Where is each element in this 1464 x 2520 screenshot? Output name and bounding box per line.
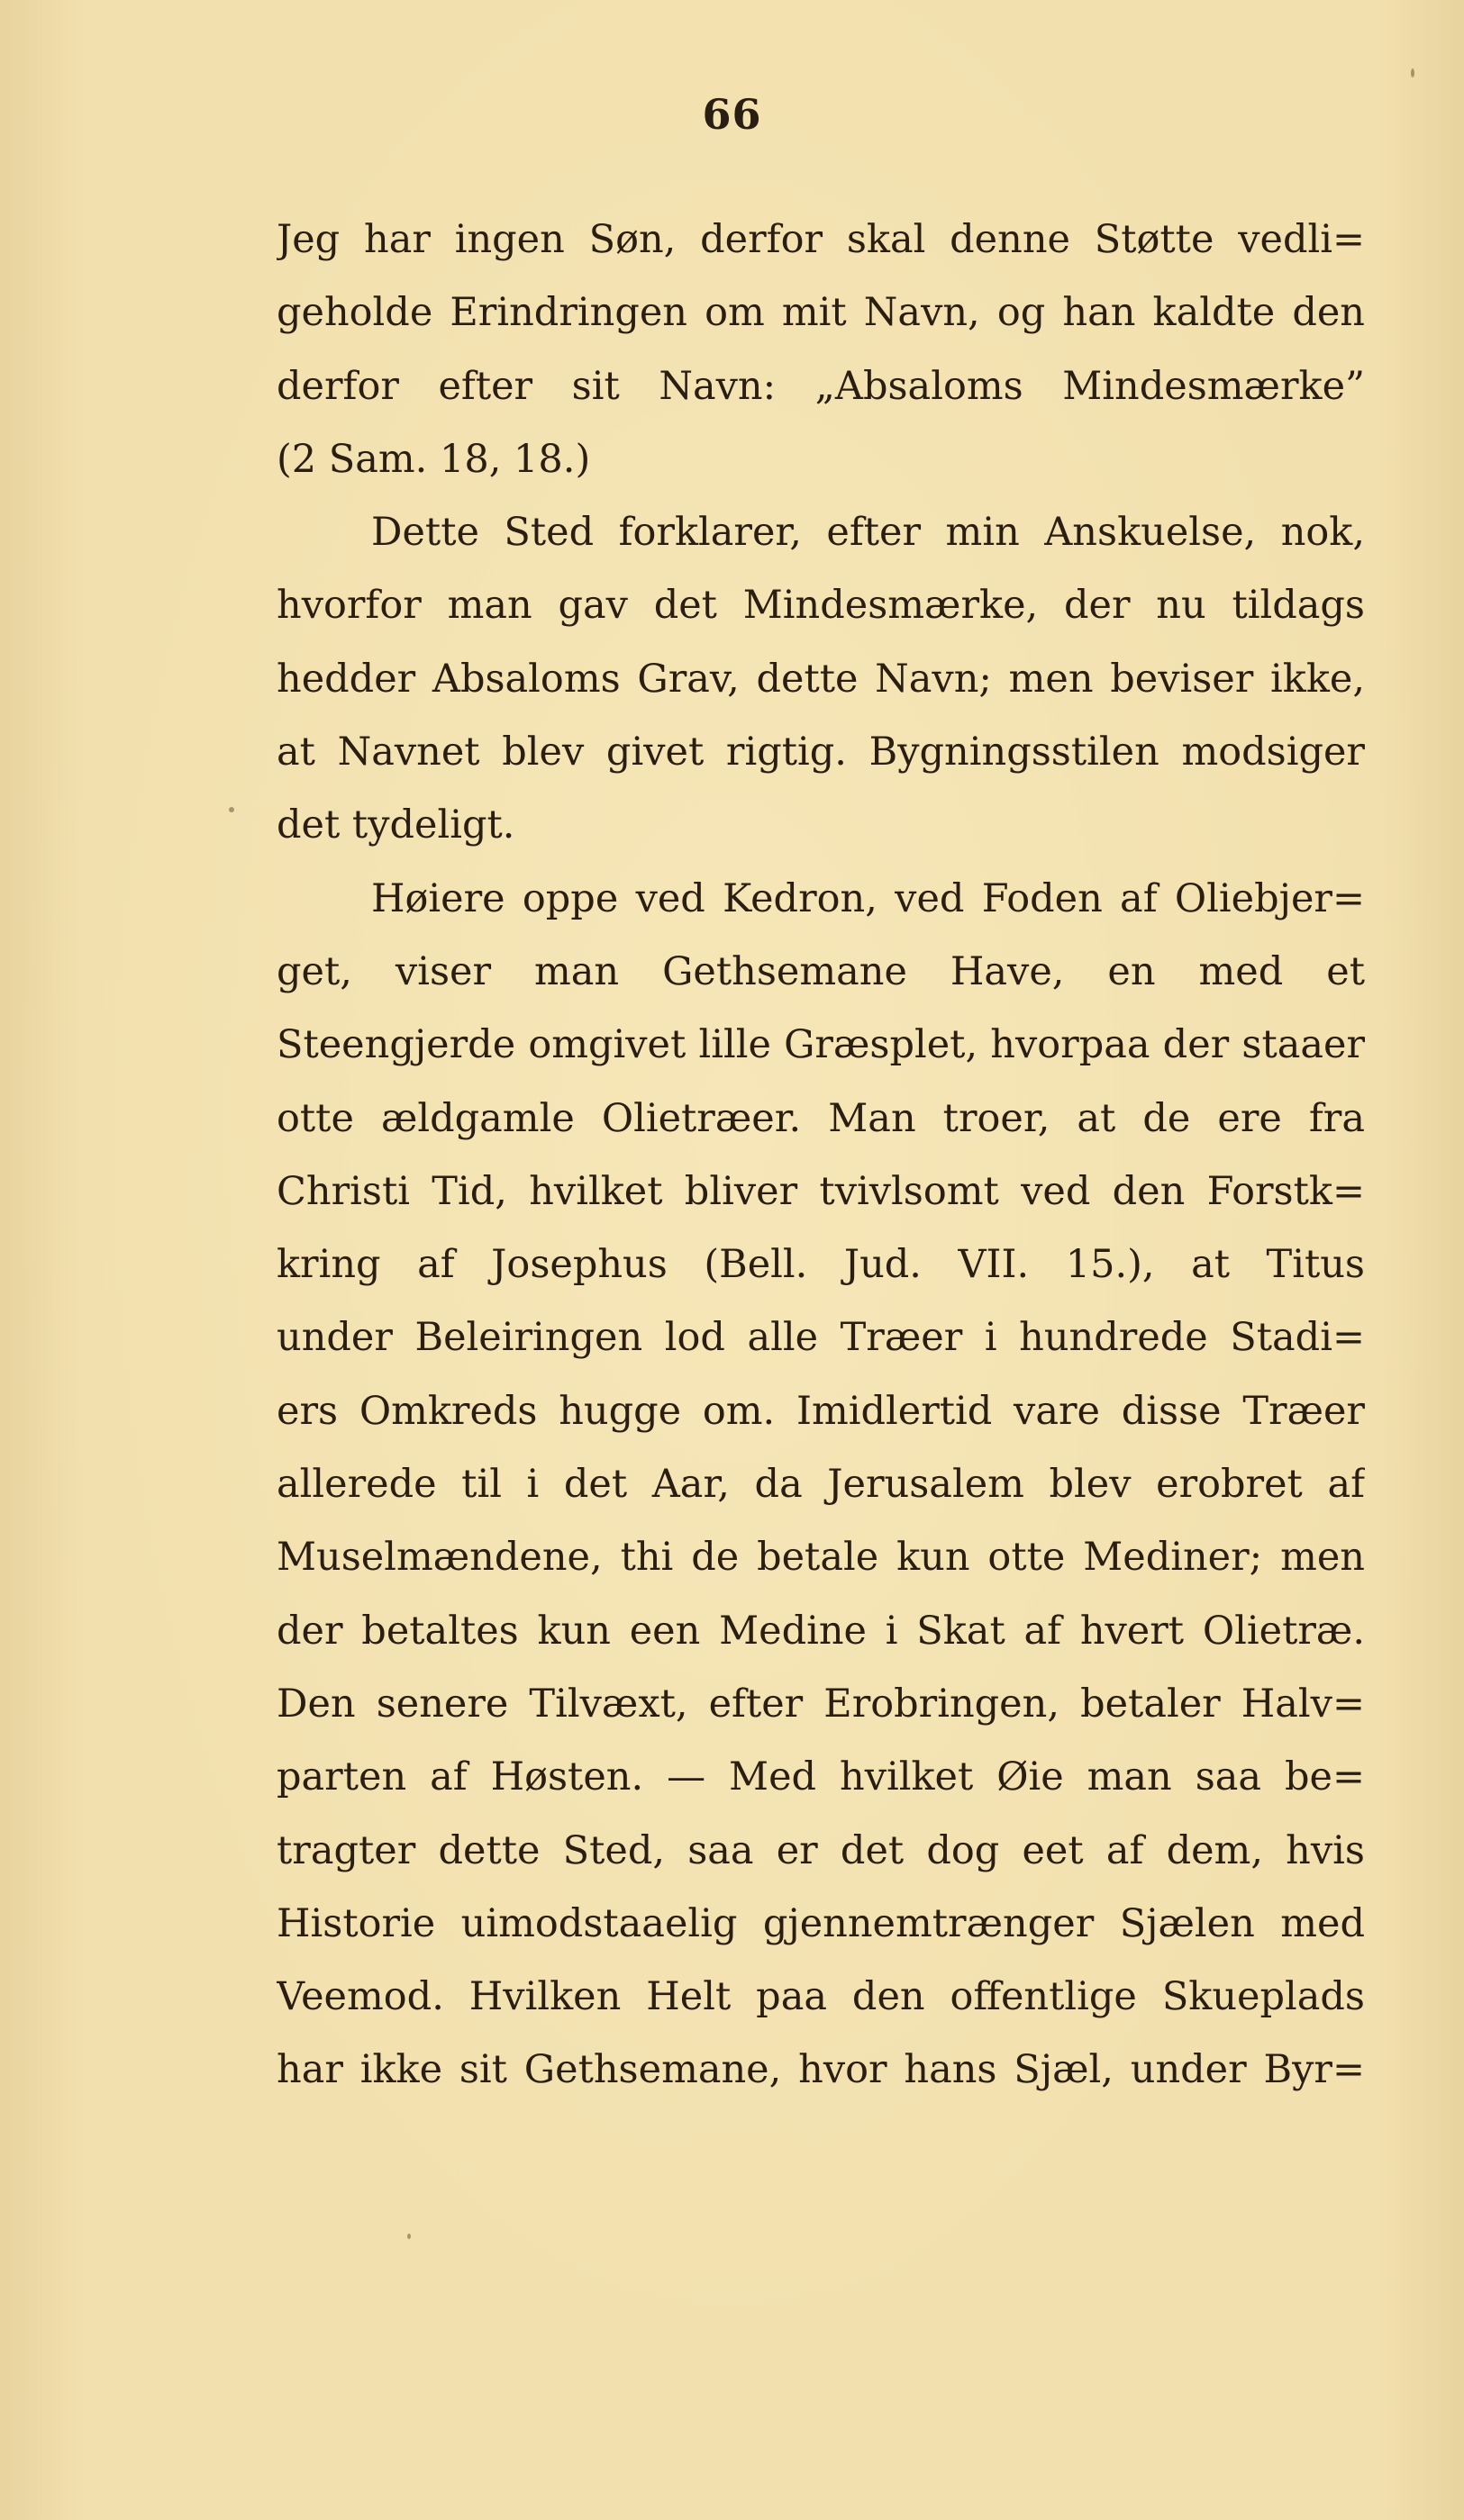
text-line: parten af Høsten. — Med hvilket Øie man saa be= [277, 1754, 1365, 1800]
paper-speck [1411, 68, 1414, 77]
text-line: det tydeligt. [277, 802, 515, 848]
page-number: 66 [702, 90, 762, 139]
paragraph-first-line: Høiere oppe ved Kedron, ved Foden af Oliebjer= [371, 875, 1365, 921]
text-line: Den senere Tilvæxt, efter Erobringen, betaler Halv= [277, 1681, 1365, 1727]
text-line: otte ældgamle Olietræer. Man troer, at de ere fra [277, 1095, 1365, 1141]
paper-speck [407, 2234, 411, 2239]
text-line: Historie uimodstaaelig gjennemtrænger Sjælen med [277, 1900, 1365, 1946]
text-line: Christi Tid, hvilket bliver tvivlsomt ved den Forstk= [277, 1168, 1365, 1214]
text-line: Jeg har ingen Søn, derfor skal denne Støtte vedli= [277, 217, 1365, 262]
text-line: (2 Sam. 18, 18.) [277, 436, 591, 482]
text-line: allerede til i det Aar, da Jerusalem blev erobret af [277, 1462, 1365, 1508]
text-line: har ikke sit Gethsemane, hvor hans Sjæl, under Byr= [277, 2047, 1365, 2093]
body-text [277, 204, 1365, 2108]
text-line: under Beleiringen lod alle Træer i hundrede Stadi= [277, 1315, 1365, 1361]
paper-speck [229, 807, 234, 812]
text-line: hedder Absaloms Grav, dette Navn; men beviser ikke, [277, 656, 1365, 702]
text-line: Veemod. Hvilken Helt paa den offentlige Skueplads [277, 1974, 1365, 2020]
text-line: Steengjerde omgivet lille Græsplet, hvorpaa der staaer [277, 1022, 1365, 1068]
text-line: derfor efter sit Navn: „Absaloms Mindesmærke” [277, 363, 1365, 409]
text-line: Muselmændene, thi de betale kun otte Mediner; men [277, 1535, 1365, 1581]
text-line: der betaltes kun een Medine i Skat af hvert Olietræ. [277, 1608, 1365, 1654]
text-line: ers Omkreds hugge om. Imidlertid vare disse Træer [277, 1388, 1365, 1434]
text-line: geholde Erindringen om mit Navn, og han kaldte den [277, 290, 1365, 336]
paragraph-first-line: Dette Sted forklarer, efter min Anskuelse, nok, [371, 510, 1365, 556]
text-line: tragter dette Sted, saa er det dog eet af dem, hvis [277, 1827, 1365, 1873]
text-line: get, viser man Gethsemane Have, en med et [277, 948, 1365, 994]
text-line: at Navnet blev givet rigtig. Bygningsstilen modsiger [277, 730, 1365, 775]
text-line: kring af Josephus (Bell. Jud. VII. 15.), at Titus [277, 1242, 1365, 1288]
text-line: hvorfor man gav det Mindesmærke, der nu tildags [277, 583, 1365, 629]
